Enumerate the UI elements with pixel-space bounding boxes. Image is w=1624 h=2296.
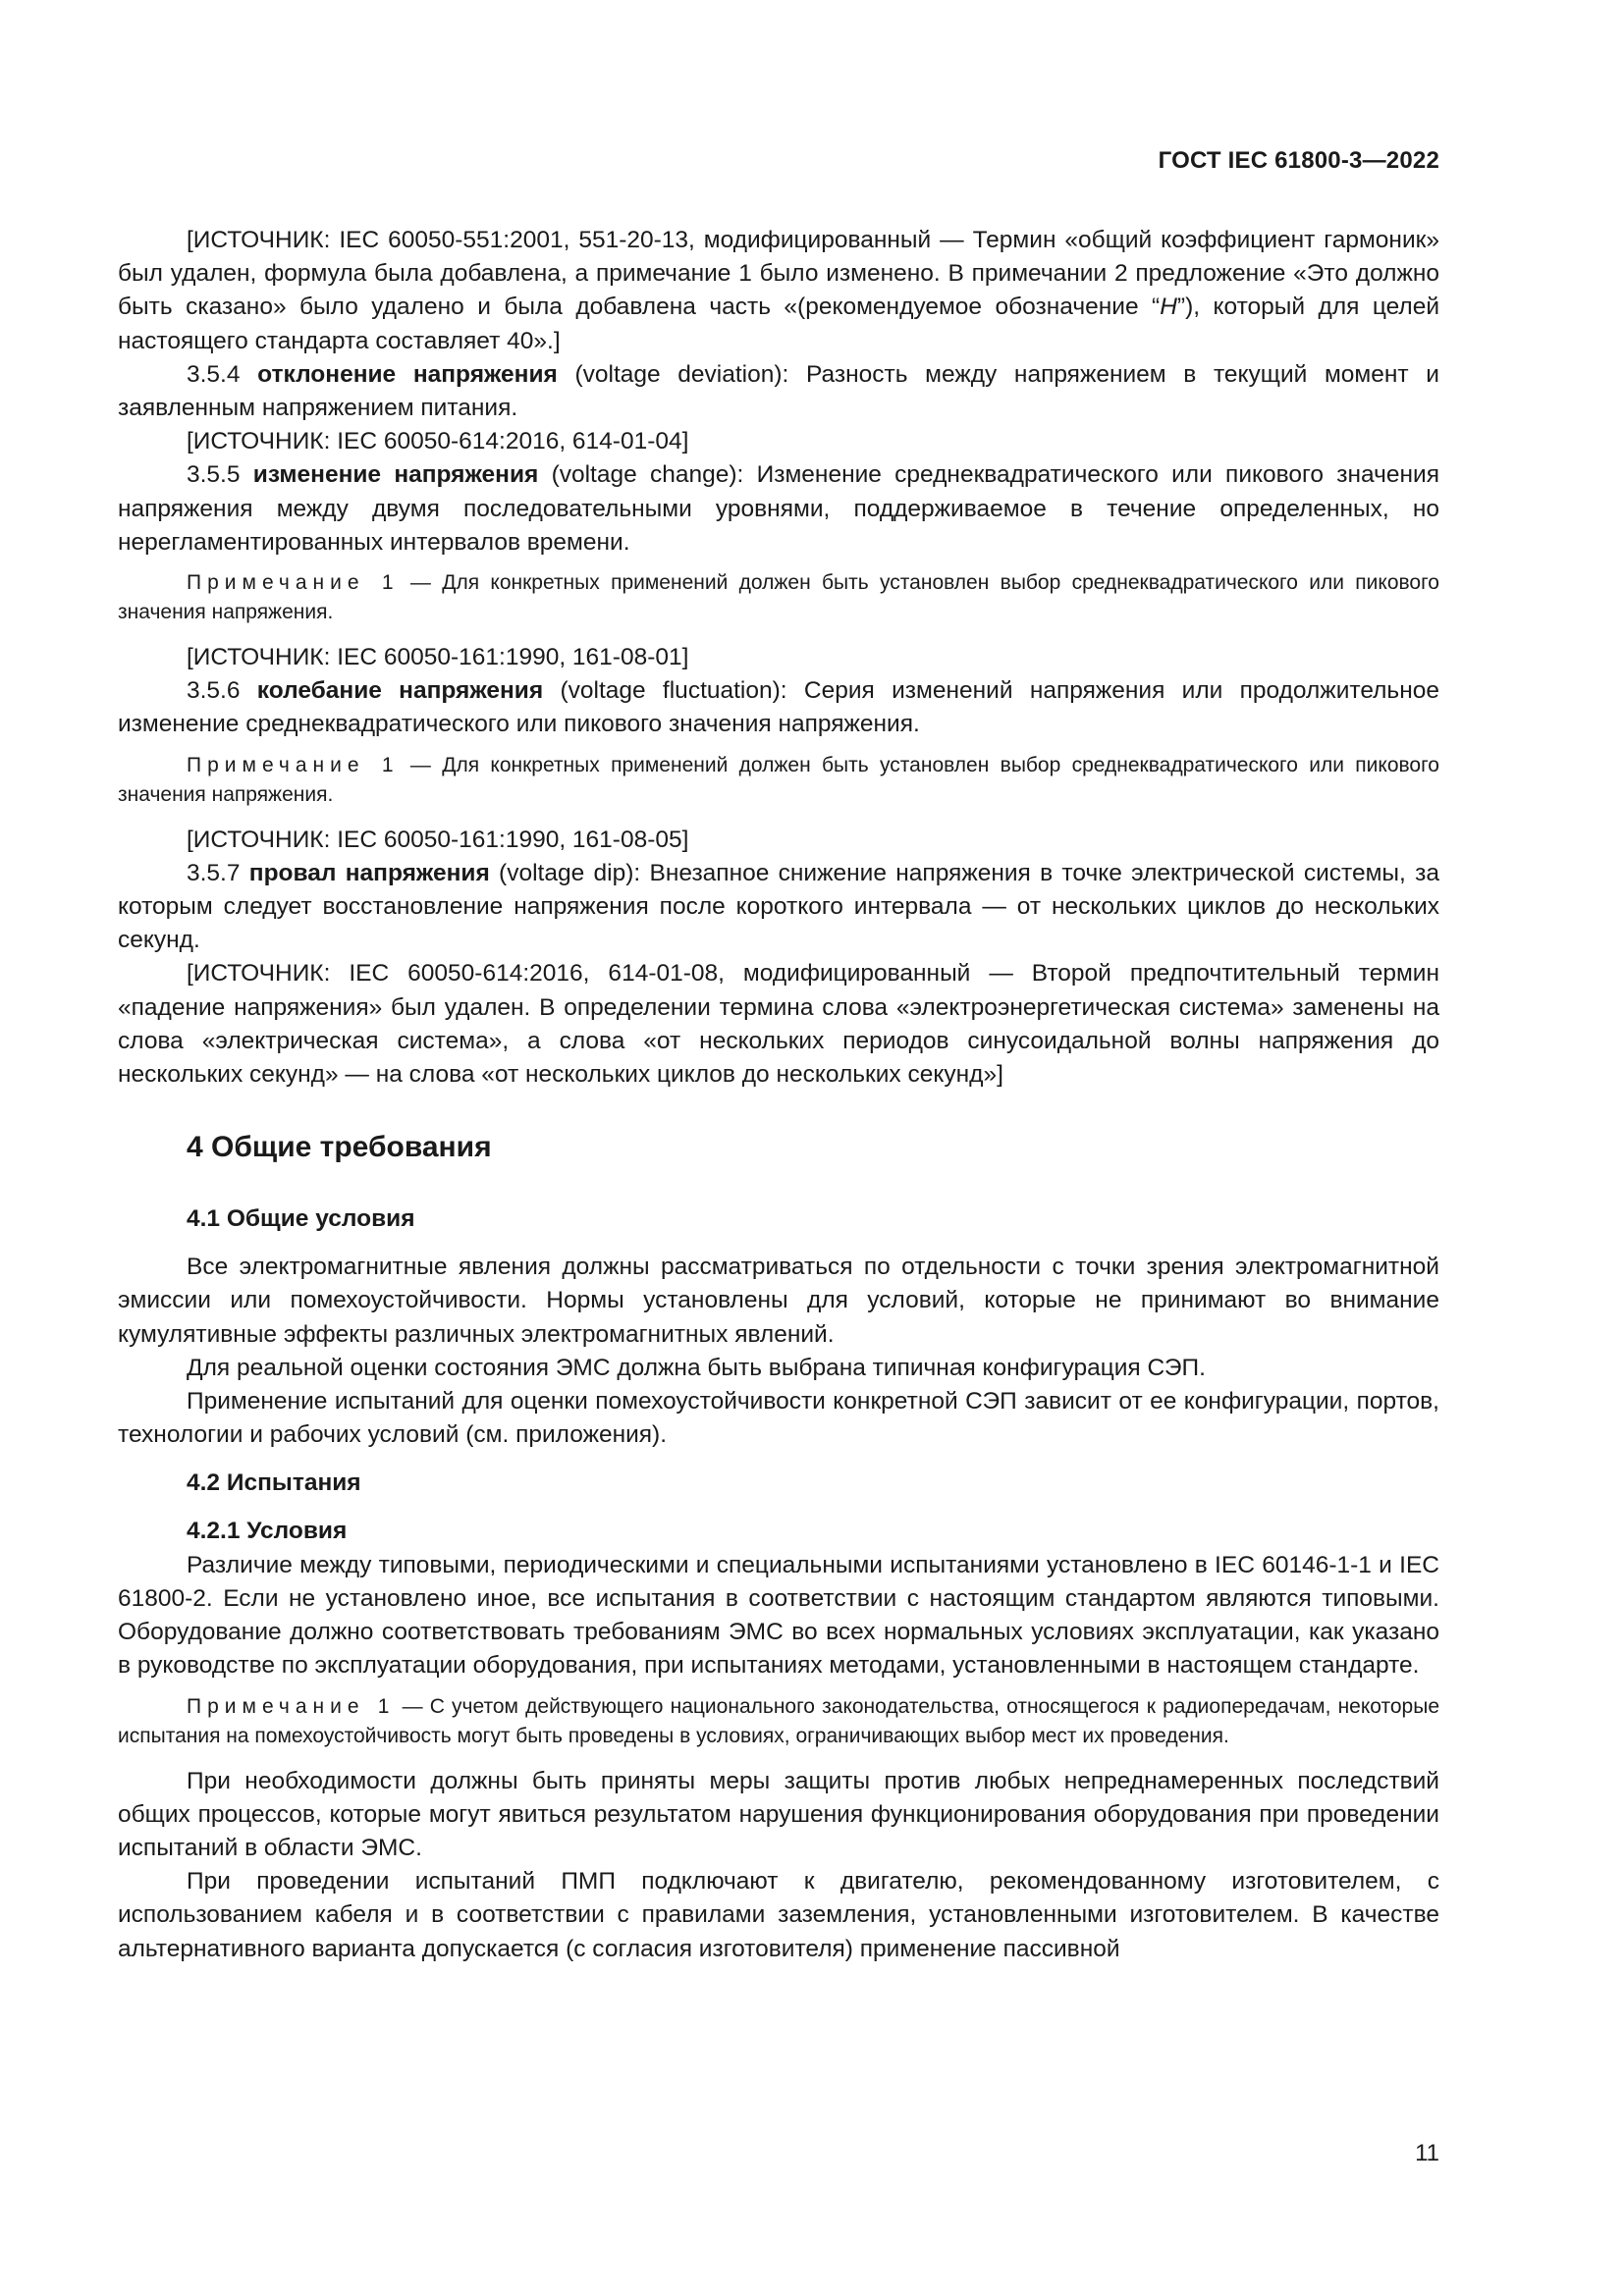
paragraph: При проведении испытаний ПМП подключают к двигателю, рекомендованному изготовителем, с использованием кабеля и в соответствии с правилами заземления, установленными изготовителем. В качестве альтернативного варианта допускается (с согласия изготовителя) применение пассивной <box>118 1868 1439 1962</box>
source-reference: [ИСТОЧНИК: IEC 60050-614:2016, 614-01-04] <box>187 428 689 455</box>
note: Примечание 1 — Для конкретных применений должен быть установлен выбор среднеквадратического или пикового значения напряжения. <box>118 571 1439 624</box>
paragraph: Различие между типовыми, периодическими и специальными испытаниями установлено в IEC 60146-1-1 и IEC 61800-2. Если не установлено иное, все испытания в соответствии с настоящим стандартом являются типовыми. Оборудование должно соответствовать требованиям ЭМС во всех нормальных условиях эксплуатации, как указано в руководстве по эксплуатации оборудования, при испытаниях методами, установленными в настоящем стандарте. <box>118 1551 1439 1680</box>
source-text-end: ”), который для целей настоящего стандарта составляет 40».] <box>118 294 1440 354</box>
note-label: Примечание 1 <box>187 753 400 776</box>
term-title: колебание напряжения <box>256 677 544 705</box>
note: Примечание 1 — Для конкретных применений должен быть установлен выбор среднеквадратического или пикового значения напряжения. <box>118 753 1439 806</box>
standard-header: ГОСТ IEC 61800-3—2022 <box>1158 147 1439 174</box>
section-heading: 4 Общие требования <box>187 1131 492 1164</box>
term-3-5-4: 3.5.4 отклонение напряжения (voltage deviation): Разность между напряжением в текущий момент и заявленным напряжением питания. <box>118 360 1439 422</box>
paragraph: Применение испытаний для оценки помехоустойчивости конкретной СЭП зависит от ее конфигурации, портов, технологии и рабочих условий (см. приложения). <box>118 1388 1439 1449</box>
term-title: изменение напряжения <box>252 461 539 489</box>
term-title: провал напряжения <box>248 859 490 886</box>
subsection-heading: 4.1 Общие условия <box>187 1205 415 1233</box>
subsection-heading: 4.2 Испытания <box>187 1469 361 1497</box>
subsubsection-heading: 4.2.1 Условия <box>187 1518 348 1545</box>
page-number: 11 <box>1415 2140 1439 2166</box>
source-reference: [ИСТОЧНИК: IEC 60050-161:1990, 161-08-01] <box>187 644 689 671</box>
source-reference: [ИСТОЧНИК: IEC 60050-161:1990, 161-08-05] <box>187 826 689 853</box>
italic-symbol: H <box>1160 294 1177 321</box>
page-body <box>118 224 1439 1966</box>
term-3-5-6: 3.5.6 колебание напряжения (voltage fluctuation): Серия изменений напряжения или продолжительное изменение среднеквадратического или пикового значения напряжения. <box>118 677 1439 738</box>
source-reference: [ИСТОЧНИК: IEC 60050-614:2016, 614-01-08, модифицированный — Второй предпочтительный термин «падение напряжения» был удален. В определении термина слова «электроэнергетическая система» заменены на слова «электрическая система», а слова «от нескольких периодов синусоидальной волны напряжения до нескольких секунд» — на слова «от нескольких циклов до нескольких секунд»] <box>118 960 1439 1089</box>
paragraph: Для реальной оценки состояния ЭМС должна быть выбрана типичная конфигурация СЭП. <box>187 1354 1206 1381</box>
paragraph: Все электромагнитные явления должны рассматриваться по отдельности с точки зрения электромагнитной эмиссии или помехоустойчивости. Нормы установлены для условий, которые не принимают во внимание кумулятивные эффекты различных электромагнитных явлений. <box>118 1254 1439 1348</box>
source-reference <box>118 224 1439 358</box>
paragraph: При необходимости должны быть приняты меры защиты против любых непреднамеренных последствий общих процессов, которые могут явиться результатом нарушения функционирования оборудования при проведении испытаний в области ЭМС. <box>118 1767 1439 1861</box>
term-3-5-7: 3.5.7 провал напряжения (voltage dip): Внезапное снижение напряжения в точке электрической системы, за которым следует восстановление напряжения после короткого интервала — от нескольких циклов до нескольких секунд. <box>118 859 1439 954</box>
source-text: [ИСТОЧНИК: IEC 60050-551:2001, 551-20-13, модифицированный — Термин «общий коэффициент гармоник» был удален, формула была добавлена, а примечание 1 было изменено. В примечании 2 предложение «Это должно быть сказано» было удалено и была добавлена часть «(рекомендуемое обозначение “ <box>118 227 1439 321</box>
note-label: Примечание 1 <box>187 571 400 595</box>
term-3-5-5: 3.5.5 изменение напряжения (voltage change): Изменение среднеквадратического или пикового значения напряжения между двумя последовательными уровнями, поддерживаемое в течение определенных, но нерегламентированных интервалов времени. <box>118 461 1439 556</box>
note-label: Примечание 1 <box>187 1694 396 1718</box>
term-title: отклонение напряжения <box>257 360 558 388</box>
note: Примечание 1 — С учетом действующего национального законодательства, относящегося к радиопередачам, некоторые испытания на помехоустойчивость могут быть проведены в условиях, ограничивающих выбор мест их проведения. <box>118 1694 1439 1747</box>
